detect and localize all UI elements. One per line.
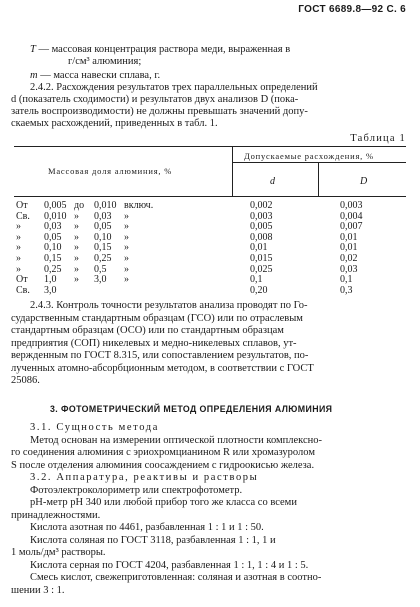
para-243-line2: сударственным стандартным образцам (ГСО) или по отраслевым xyxy=(11,313,303,324)
cell-to-word: » xyxy=(74,263,79,275)
cell-incl: » xyxy=(124,263,129,275)
para-242-line2: d (показатель сходимости) и результатов двух анализов D (пока- xyxy=(11,94,299,105)
cell-prefix: От xyxy=(16,200,28,211)
cell-prefix: » xyxy=(16,253,21,264)
para-32-line2: pH-метр pH 340 или любой прибор того же класса со всеми xyxy=(30,497,297,508)
col-header-allowed: Допускаемые расхождения, % xyxy=(244,151,374,161)
para-243-line4: предприятия (СОП) никелевых и медно-никелевых сплавов, ут- xyxy=(11,338,297,349)
cell-prefix: Св. xyxy=(16,210,30,222)
running-header: ГОСТ 6689.8—92 С. 6 xyxy=(298,4,406,15)
cell-d: 0,008 xyxy=(250,231,273,243)
cell-incl: включ. xyxy=(124,200,154,211)
subsection-31-heading: 3.1. Сущность метода xyxy=(30,422,159,433)
cell-from: 0,05 xyxy=(44,231,62,243)
para-243-line3: стандартным образцам (ОСО) или по стандартным образцам xyxy=(11,325,284,336)
cell-to-word: » xyxy=(74,221,79,233)
definition-t-cont: г/см³ алюминия; xyxy=(68,56,142,67)
cell-from: 1,0 xyxy=(44,274,57,286)
cell-d: 0,002 xyxy=(250,200,273,211)
cell-d: 0,015 xyxy=(250,253,273,264)
para-32-line6: 1 моль/дм³ растворы. xyxy=(11,547,106,558)
cell-D: 0,3 xyxy=(340,284,353,296)
cell-D: 0,03 xyxy=(340,263,358,275)
cell-to: 0,5 xyxy=(94,263,107,275)
table-caption: Таблица 1 xyxy=(350,133,406,144)
para-242-line4: скаемых расхождений, приведенных в табл. 1. xyxy=(11,118,218,129)
cell-D: 0,007 xyxy=(340,221,363,233)
cell-prefix: » xyxy=(16,231,21,243)
cell-from: 0,010 xyxy=(44,210,67,222)
para-31-line2: го соединения алюминия с эриохромцианином R или хромазуролом xyxy=(11,447,315,458)
para-243-line5: вержденным по ГОСТ 8.315, или сопоставлением результатов, по- xyxy=(11,350,309,361)
para-243-line6: лученных атомно-абсорбционным методом, в соответствии с ГОСТ xyxy=(11,363,314,374)
cell-D: 0,01 xyxy=(340,242,358,254)
para-32-line9: шении 3 : 1. xyxy=(11,585,65,596)
cell-d: 0,003 xyxy=(250,210,273,222)
cell-to-word: до xyxy=(74,200,85,211)
cell-incl: » xyxy=(124,231,129,243)
para-32-line8: Смесь кислот, свежеприготовленная: соляная и азотная в соотно- xyxy=(30,572,322,583)
para-242-line1: 2.4.2. Расхождения результатов трех параллельных определений xyxy=(30,82,318,93)
subsection-32-heading: 3.2. Аппаратура, реактивы и растворы xyxy=(30,472,259,483)
cell-to: 3,0 xyxy=(94,274,107,286)
cell-from: 0,005 xyxy=(44,200,67,211)
cell-incl: » xyxy=(124,274,129,286)
para-243-line1: 2.4.3. Контроль точности результатов анализа проводят по Го- xyxy=(30,300,308,311)
cell-d: 0,025 xyxy=(250,263,273,275)
cell-to: 0,10 xyxy=(94,231,112,243)
para-32-line5: Кислота соляная по ГОСТ 3118, разбавленная 1 : 1, 1 и xyxy=(30,535,276,546)
cell-from: 0,10 xyxy=(44,242,62,254)
cell-to: 0,15 xyxy=(94,242,112,254)
cell-to: 0,05 xyxy=(94,221,112,233)
symbol-m: m xyxy=(30,70,38,81)
cell-incl: » xyxy=(124,210,129,222)
cell-D: 0,1 xyxy=(340,274,353,286)
definition-t: T — массовая концентрация раствора меди, выраженная в xyxy=(30,44,291,55)
cell-from: 0,25 xyxy=(44,263,62,275)
cell-to-word: » xyxy=(74,210,79,222)
cell-D: 0,02 xyxy=(340,253,358,264)
cell-to: 0,03 xyxy=(94,210,112,222)
cell-prefix: » xyxy=(16,221,21,233)
col-header-mass-fraction: Массовая доля алюминия, % xyxy=(48,166,173,176)
para-32-line1: Фотоэлектроколориметр или спектрофотометр. xyxy=(30,485,243,496)
cell-d: 0,1 xyxy=(250,274,263,286)
cell-to-word: » xyxy=(74,253,79,264)
cell-D: 0,004 xyxy=(340,210,363,222)
para-32-line7: Кислота серная по ГОСТ 4204, разбавленная 1 : 1, 1 : 4 и 1 : 5. xyxy=(30,560,309,571)
cell-D: 0,01 xyxy=(340,231,358,243)
col-header-d: d xyxy=(270,176,276,187)
symbol-t: T xyxy=(30,44,36,55)
cell-d: 0,20 xyxy=(250,284,268,296)
para-32-line3: принадлежностями. xyxy=(11,510,101,521)
cell-to-word: » xyxy=(74,231,79,243)
cell-D: 0,003 xyxy=(340,200,363,211)
col-header-D: D xyxy=(360,176,369,187)
cell-from: 3,0 xyxy=(44,284,57,296)
cell-incl: » xyxy=(124,242,129,254)
cell-prefix: » xyxy=(16,263,21,275)
cell-prefix: Св. xyxy=(16,284,30,296)
cell-incl: » xyxy=(124,253,129,264)
para-31-line1: Метод основан на измерении оптической плотности комплексно- xyxy=(30,435,323,446)
cell-d: 0,005 xyxy=(250,221,273,233)
cell-to: 0,25 xyxy=(94,253,112,264)
para-243-line7: 25086. xyxy=(11,375,40,386)
cell-d: 0,01 xyxy=(250,242,268,254)
definition-m: m — масса навески сплава, г. xyxy=(30,70,161,81)
cell-to-word: » xyxy=(74,274,79,286)
cell-to: 0,010 xyxy=(94,200,117,211)
cell-to-word: » xyxy=(74,242,79,254)
para-242-line3: затель воспроизводимости) не должны превышать значений допу- xyxy=(11,106,308,117)
cell-from: 0,15 xyxy=(44,253,62,264)
cell-prefix: От xyxy=(16,274,28,286)
cell-prefix: » xyxy=(16,242,21,254)
section-title: 3. ФОТОМЕТРИЧЕСКИЙ МЕТОД ОПРЕДЕЛЕНИЯ АЛЮМИНИЯ xyxy=(50,404,333,414)
para-31-line3: S после отделения алюминия соосаждением с гидроокисью железа. xyxy=(11,460,315,471)
para-32-line4: Кислота азотная по 4461, разбавленная 1 : 1 и 1 : 50. xyxy=(30,522,264,533)
cell-from: 0,03 xyxy=(44,221,62,233)
cell-incl: » xyxy=(124,221,129,233)
